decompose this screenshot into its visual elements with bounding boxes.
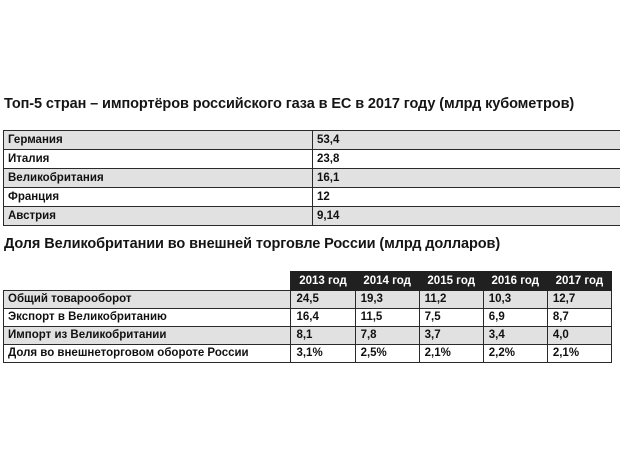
row-label: Экспорт в Великобританию <box>4 309 291 327</box>
value-cell: 2,1% <box>419 345 483 363</box>
table-row <box>4 327 612 345</box>
year-header: 2015 год <box>419 272 483 291</box>
volume-cell: 23,8 <box>313 150 620 169</box>
table-row <box>4 188 620 207</box>
table-row <box>4 345 612 363</box>
country-cell: Германия <box>4 131 313 150</box>
value-cell: 3,1% <box>291 345 355 363</box>
value-cell: 8,7 <box>547 309 611 327</box>
uk-trade-title: Доля Великобритании во внешней торговле России (млрд долларов) <box>4 236 501 252</box>
gas-importers-title: Топ-5 стран – импортёров российского газа в ЕС в 2017 году (млрд кубометров) <box>4 96 575 112</box>
value-cell: 2,1% <box>547 345 611 363</box>
volume-cell: 16,1 <box>313 169 620 188</box>
volume-cell: 12 <box>313 188 620 207</box>
year-header: 2016 год <box>483 272 547 291</box>
value-cell: 11,5 <box>355 309 419 327</box>
value-cell: 7,8 <box>355 327 419 345</box>
country-cell: Италия <box>4 150 313 169</box>
country-cell: Австрия <box>4 207 313 226</box>
value-cell: 11,2 <box>419 291 483 309</box>
row-label: Импорт из Великобритании <box>4 327 291 345</box>
value-cell: 8,1 <box>291 327 355 345</box>
row-label: Общий товарооборот <box>4 291 291 309</box>
value-cell: 7,5 <box>419 309 483 327</box>
value-cell: 19,3 <box>355 291 419 309</box>
table-row <box>4 291 612 309</box>
volume-cell: 9,14 <box>313 207 620 226</box>
value-cell: 6,9 <box>483 309 547 327</box>
value-cell: 16,4 <box>291 309 355 327</box>
country-cell: Франция <box>4 188 313 207</box>
value-cell: 3,4 <box>483 327 547 345</box>
table-header-row <box>4 272 612 291</box>
value-cell: 3,7 <box>419 327 483 345</box>
table-row <box>4 309 612 327</box>
table-row <box>4 131 620 150</box>
value-cell: 12,7 <box>547 291 611 309</box>
year-header: 2017 год <box>547 272 611 291</box>
gas-importers-table <box>3 130 620 226</box>
year-header: 2014 год <box>355 272 419 291</box>
value-cell: 10,3 <box>483 291 547 309</box>
value-cell: 2,2% <box>483 345 547 363</box>
year-header: 2013 год <box>291 272 355 291</box>
value-cell: 24,5 <box>291 291 355 309</box>
value-cell: 4,0 <box>547 327 611 345</box>
table-row <box>4 169 620 188</box>
row-label: Доля во внешнеторговом обороте России <box>4 345 291 363</box>
value-cell: 2,5% <box>355 345 419 363</box>
volume-cell: 53,4 <box>313 131 620 150</box>
uk-trade-table <box>3 271 612 363</box>
table-row <box>4 150 620 169</box>
country-cell: Великобритания <box>4 169 313 188</box>
table-row <box>4 207 620 226</box>
header-corner <box>4 272 291 291</box>
